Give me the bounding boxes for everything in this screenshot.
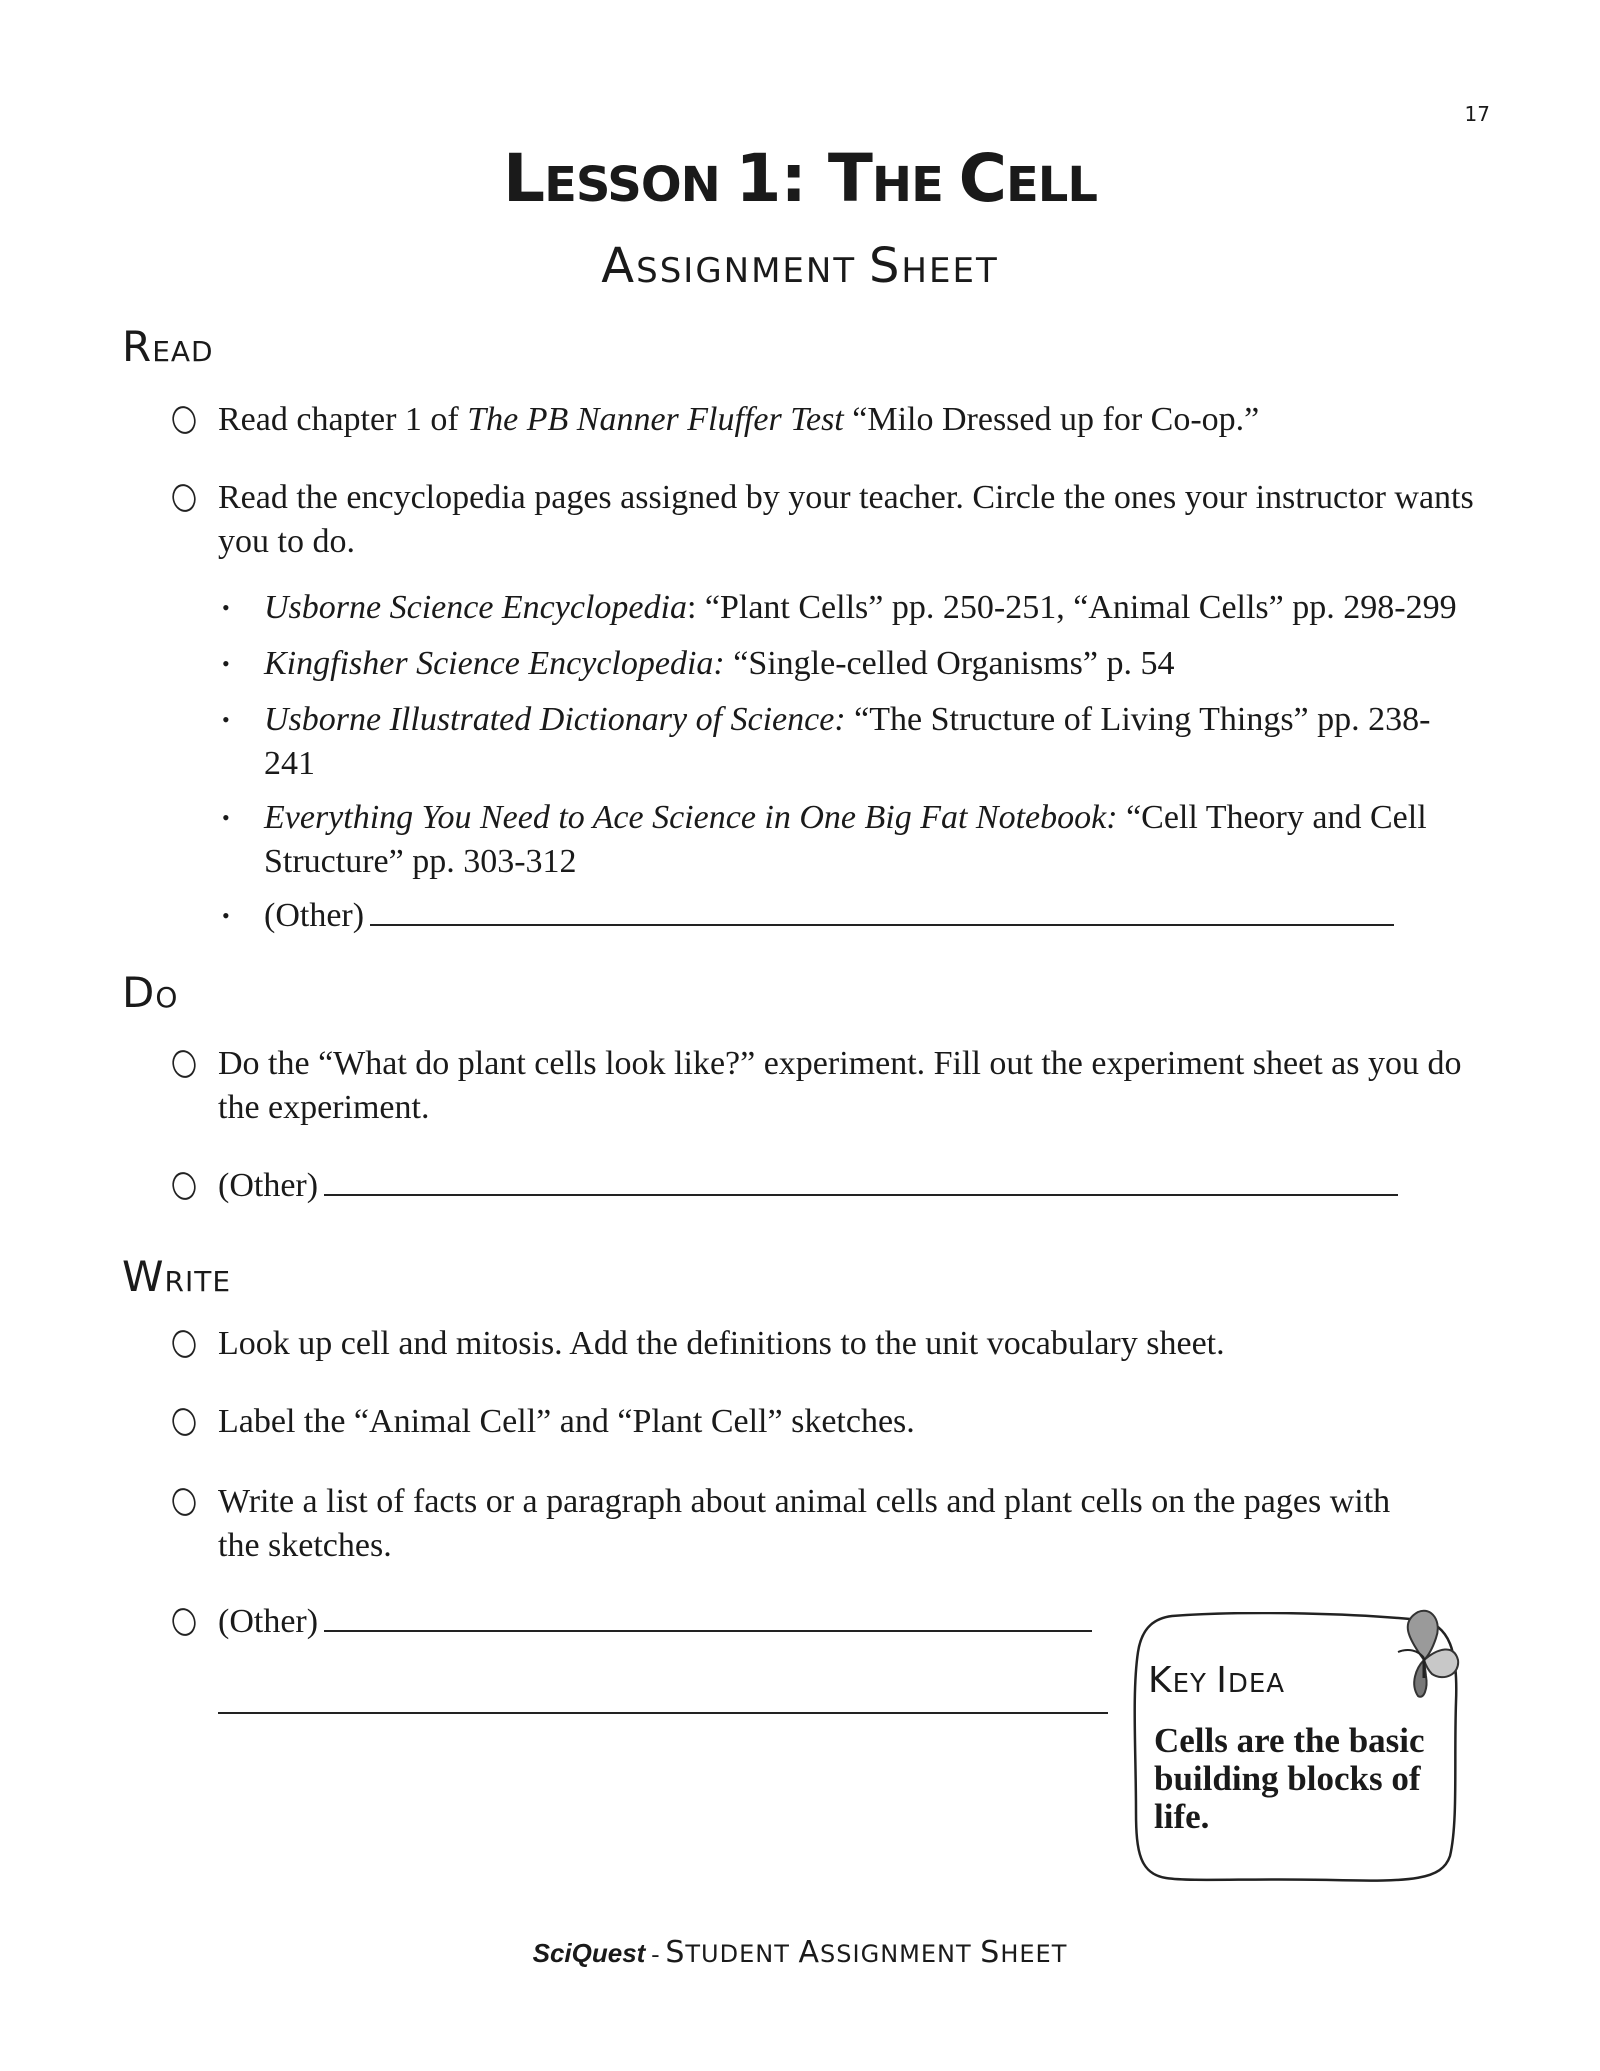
fill-in-blank-second-line[interactable] <box>218 1712 1108 1714</box>
fill-in-blank[interactable] <box>324 1600 1092 1632</box>
bullet-icon: • <box>222 651 230 676</box>
write-item-vocabulary[interactable]: Look up cell and mitosis. Add the definitions to the unit vocabulary sheet. <box>170 1322 1490 1366</box>
write-item-other[interactable]: (Other) <box>170 1600 1120 1644</box>
checkbox-circle-icon[interactable] <box>169 1486 198 1519</box>
bullet-icon: • <box>222 707 230 732</box>
section-heading-write: WRITE <box>122 1252 232 1301</box>
page-subtitle: ASSIGNMENT SHEET <box>601 238 999 294</box>
page-number: 17 <box>1464 102 1490 126</box>
checkbox-circle-icon[interactable] <box>169 1606 198 1639</box>
checkbox-circle-icon[interactable] <box>169 1328 198 1361</box>
fill-in-blank[interactable] <box>324 1164 1398 1196</box>
read-item-encyclopedia[interactable]: Read the encyclopedia pages assigned by your teacher. Circle the ones your instructor wants you to do. <box>170 476 1490 564</box>
write-item-label[interactable]: Label the “Animal Cell” and “Plant Cell” sketches. <box>170 1400 1490 1444</box>
section-heading-read: READ <box>122 322 214 371</box>
bullet-icon: • <box>222 903 230 928</box>
bullet-icon: • <box>222 595 230 620</box>
write-item-facts[interactable]: Write a list of facts or a paragraph about animal cells and plant cells on the pages with the sketches. <box>170 1480 1490 1568</box>
read-item-chapter[interactable]: Read chapter 1 of The PB Nanner Fluffer Test “Milo Dressed up for Co-op.” <box>170 398 1490 442</box>
checkbox-circle-icon[interactable] <box>169 482 198 515</box>
read-bullet: • Everything You Need to Ace Science in One Big Fat Notebook: “Cell Theory and Cell Structure” pp. 303-312 <box>216 796 1476 884</box>
checkbox-circle-icon[interactable] <box>169 1406 198 1439</box>
read-bullet: • Kingfisher Science Encyclopedia: “Single-celled Organisms” p. 54 <box>216 642 1476 686</box>
footer: SciQuest - STUDENT ASSIGNMENT SHEET <box>532 1935 1068 1970</box>
fill-in-blank[interactable] <box>370 894 1394 926</box>
key-idea-text: Cells are the basic building blocks of life. <box>1154 1721 1425 1836</box>
read-bullet-other[interactable]: • (Other) <box>216 894 1476 938</box>
read-bullet: • Usborne Illustrated Dictionary of Science: “The Structure of Living Things” pp. 238-241 <box>216 698 1476 786</box>
do-item-other[interactable]: (Other) <box>170 1164 1490 1208</box>
checkbox-circle-icon[interactable] <box>169 1170 198 1203</box>
read-bullet: • Usborne Science Encyclopedia: “Plant Cells” pp. 250-251, “Animal Cells” pp. 298-299 <box>216 586 1476 630</box>
butterfly-icon <box>1388 1608 1460 1700</box>
checkbox-circle-icon[interactable] <box>169 1048 198 1081</box>
do-item-experiment[interactable]: Do the “What do plant cells look like?” experiment. Fill out the experiment sheet as you do the experiment. <box>170 1042 1490 1130</box>
key-idea-title: KEY IDEA <box>1148 1660 1286 1701</box>
page-title: LESSON 1: THE CELL <box>503 140 1097 217</box>
checkbox-circle-icon[interactable] <box>169 404 198 437</box>
bullet-icon: • <box>222 805 230 830</box>
section-heading-do: DO <box>122 968 179 1017</box>
